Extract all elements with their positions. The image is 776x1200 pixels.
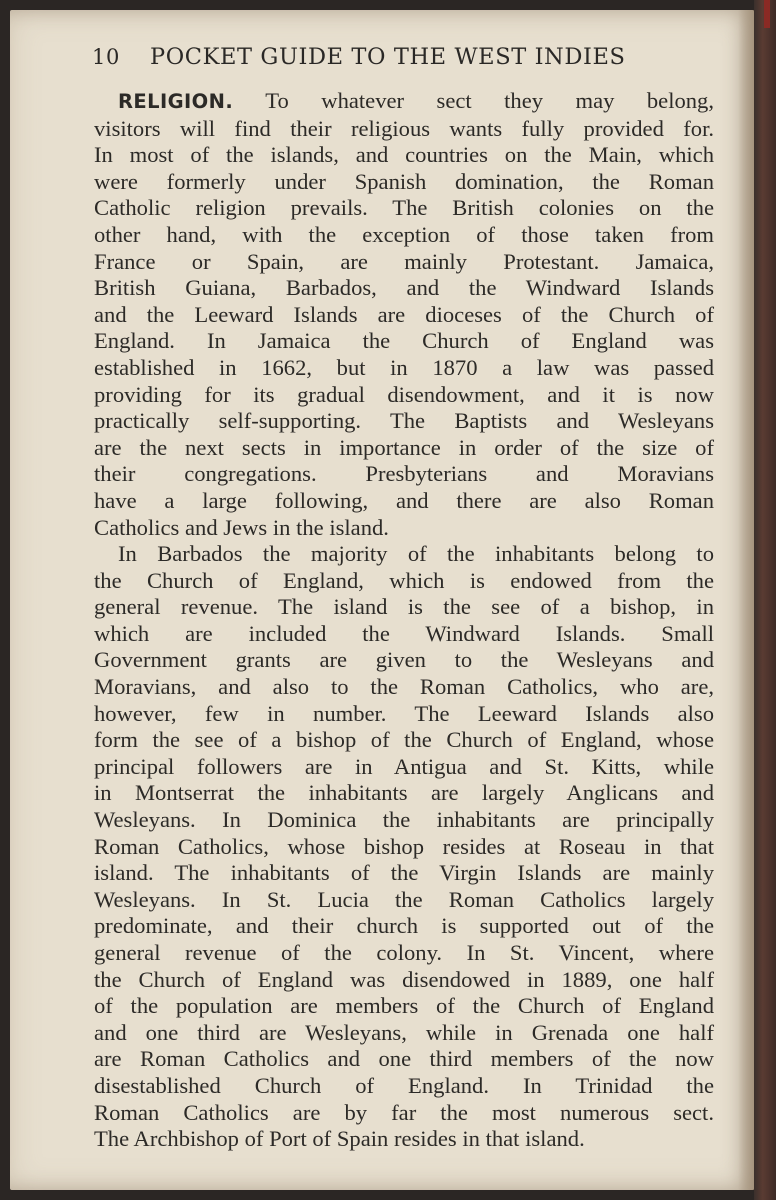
book-cover-edge [754, 0, 776, 1200]
paragraph-barbados [94, 541, 714, 1153]
text-line: Wesleyans. In St. Lucia the Roman Catholics largely [94, 886, 714, 912]
text-line: RELIGION. To whatever sect they may belong, [118, 88, 715, 113]
text-line: predominate, and their church is supported out of the [94, 913, 714, 939]
text-line: In most of the islands, and countries on the Main, which [94, 142, 714, 168]
text-line: the Church of England was disendowed in 1889, one half [94, 966, 714, 992]
text-line: visitors will find their religious wants fully provided for. [94, 115, 714, 141]
text-line: form the see of a bishop of the Church of England, whose [94, 727, 714, 753]
text-line: and one third are Wesleyans, while in Grenada one half [94, 1019, 714, 1045]
page-header [92, 44, 658, 70]
text-line: the Church of England, which is endowed from the [94, 567, 714, 593]
paragraph-religion [94, 88, 714, 541]
text-line: general revenue. The island is the see of a bishop, in [94, 594, 714, 620]
text-line: Roman Catholics, whose bishop resides at Roseau in that [94, 833, 714, 859]
text-line: general revenue of the colony. In St. Vincent, where [94, 940, 714, 965]
cover-ribbon-accent [764, 0, 770, 28]
text-line: England. In Jamaica the Church of England was [94, 328, 714, 354]
text-line: in Montserrat the inhabitants are largely Anglicans and [94, 780, 714, 806]
text-line: Wesleyans. In Dominica the inhabitants are principally [94, 807, 714, 833]
text-line: have a large following, and there are also Roman [94, 487, 714, 513]
text-line: and the Leeward Islands are dioceses of the Church of [94, 301, 714, 327]
section-heading: RELIGION. [118, 90, 234, 113]
text-line: of the population are members of the Church of England [94, 993, 714, 1019]
text-line: are the next sects in importance in order of the size of [94, 434, 714, 460]
text-line: British Guiana, Barbados, and the Windward Islands [94, 275, 714, 301]
text-line: were formerly under Spanish domination, the Roman [94, 168, 714, 194]
text-line: however, few in number. The Leeward Islands also [94, 700, 714, 726]
text-line: are Roman Catholics and one third members of the now [94, 1046, 714, 1072]
page-gutter-shadow [738, 10, 754, 1190]
text-line: providing for its gradual disendowment, and it is now [94, 381, 714, 407]
text-line: other hand, with the exception of those taken from [94, 221, 714, 247]
text-line: established in 1662, but in 1870 a law was passed [94, 354, 714, 380]
text-line: The Archbishop of Port of Spain resides in that island. [94, 1126, 585, 1152]
text-line: Government grants are given to the Wesleyans and [94, 647, 714, 673]
text-line: principal followers are in Antigua and St. Kitts, while [94, 753, 714, 779]
page-number: 10 [92, 45, 120, 69]
text-line: disestablished Church of England. In Trinidad the [94, 1072, 714, 1098]
text-line: island. The inhabitants of the Virgin Islands are mainly [94, 860, 714, 886]
text-line: In Barbados the majority of the inhabitants belong to [118, 541, 714, 567]
text-line: their congregations. Presbyterians and Moravians [94, 461, 714, 487]
text-line: Catholic religion prevails. The British colonies on the [94, 195, 714, 221]
body-text [94, 88, 714, 1153]
text-line: Catholics and Jews in the island. [94, 514, 389, 540]
running-head: POCKET GUIDE TO THE WEST INDIES [150, 44, 626, 70]
text-line: practically self-supporting. The Baptists and Wesleyans [94, 408, 714, 434]
text-line: Moravians, and also to the Roman Catholics, who are, [94, 674, 714, 700]
text-line: which are included the Windward Islands. Small [94, 620, 714, 646]
text-line: Roman Catholics are by far the most numerous sect. [94, 1099, 714, 1125]
text-line: France or Spain, are mainly Protestant. Jamaica, [94, 248, 714, 274]
